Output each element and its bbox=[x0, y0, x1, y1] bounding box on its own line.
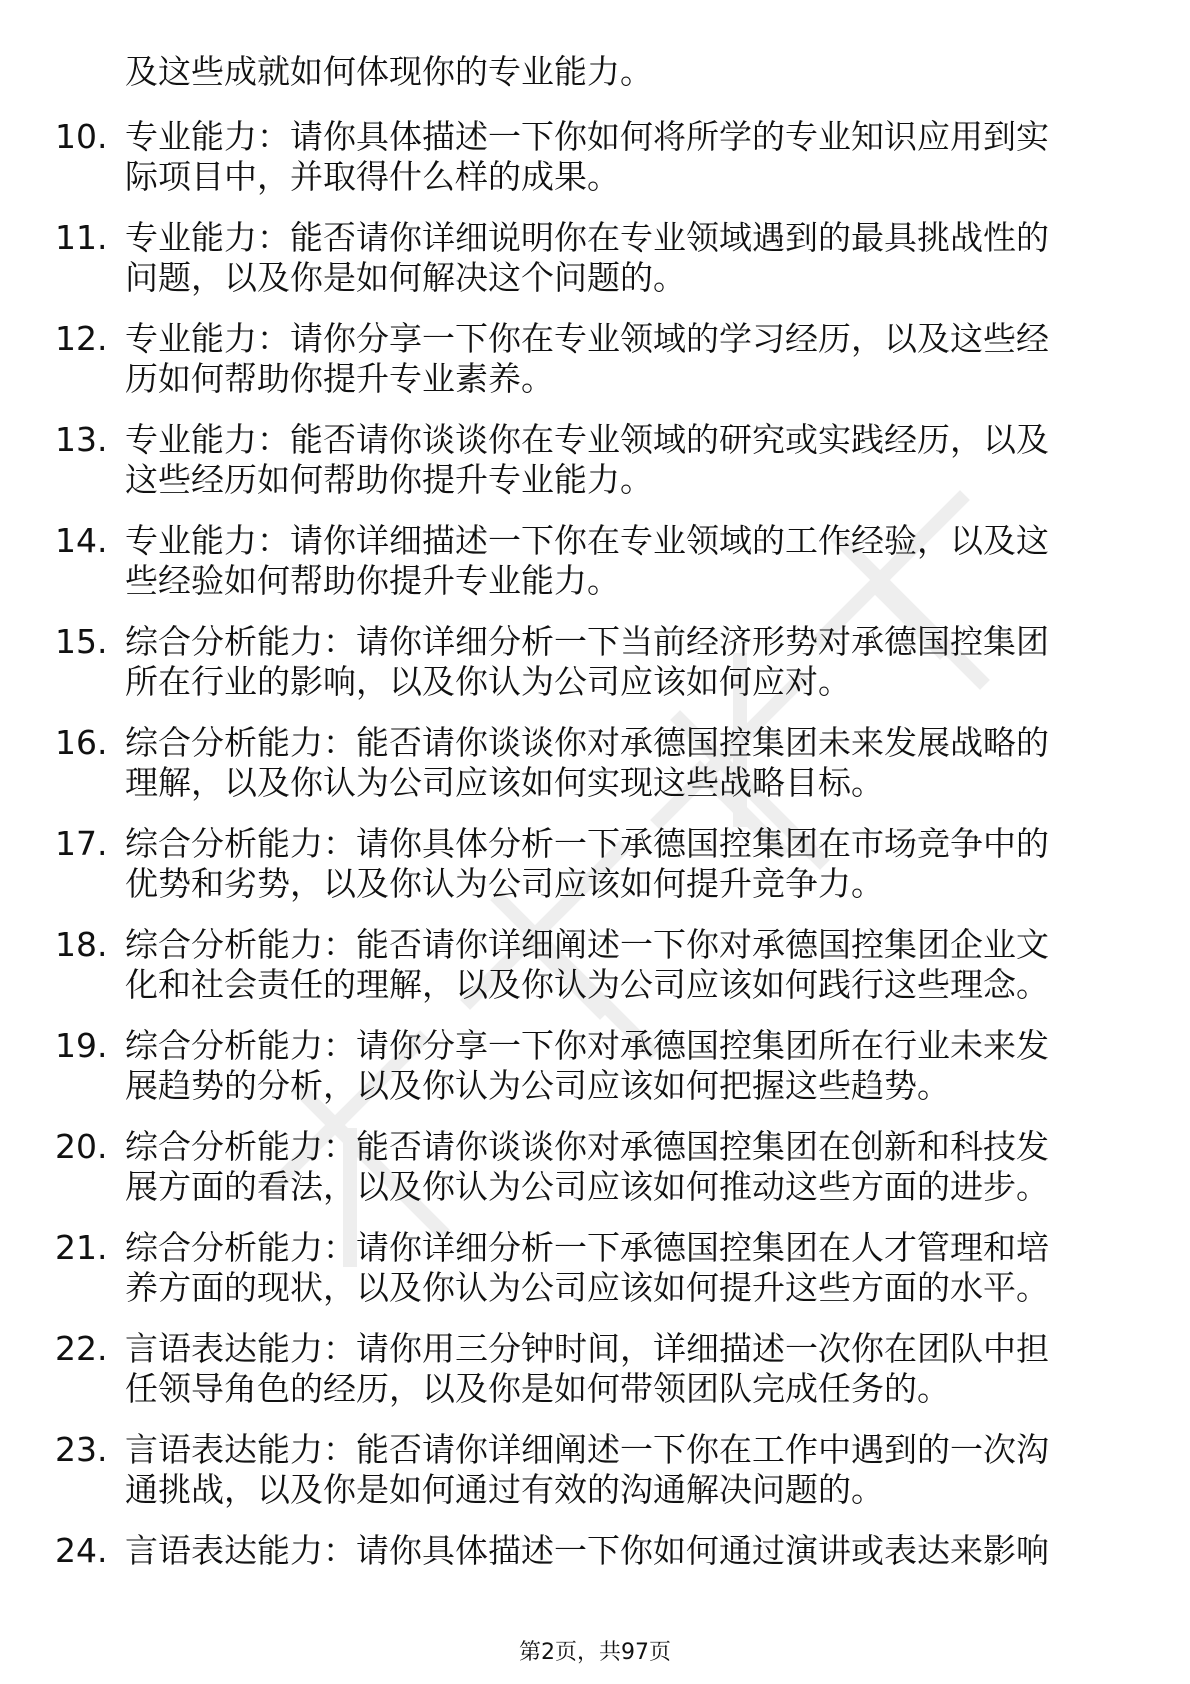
question-number: 13. bbox=[55, 420, 108, 459]
question-item bbox=[0, 319, 1190, 420]
question-text bbox=[125, 420, 1115, 500]
question-line: 专业能力：请你具体描述一下你如何将所学的专业知识应用到实 bbox=[125, 117, 1049, 156]
continuation-text: 及这些成就如何体现你的专业能力。 bbox=[125, 52, 653, 91]
question-number: 23. bbox=[55, 1430, 108, 1469]
question-line: 专业能力：能否请你谈谈你在专业领域的研究或实践经历，以及 bbox=[125, 420, 1049, 459]
question-text bbox=[125, 117, 1115, 197]
question-text bbox=[125, 622, 1115, 702]
question-line: 所在行业的影响，以及你认为公司应该如何应对。 bbox=[125, 662, 851, 701]
question-text bbox=[125, 1430, 1115, 1510]
question-item bbox=[0, 420, 1190, 521]
question-text bbox=[125, 1228, 1115, 1308]
question-line: 综合分析能力：请你分享一下你对承德国控集团所在行业未来发 bbox=[125, 1026, 1049, 1065]
question-line: 这些经历如何帮助你提升专业能力。 bbox=[125, 460, 653, 499]
question-line: 专业能力：请你详细描述一下你在专业领域的工作经验，以及这 bbox=[125, 521, 1049, 560]
question-text bbox=[125, 1026, 1115, 1106]
question-number: 22. bbox=[55, 1329, 108, 1368]
question-text bbox=[125, 1531, 1115, 1571]
question-text bbox=[125, 521, 1115, 601]
question-number: 20. bbox=[55, 1127, 108, 1166]
question-line: 些经验如何帮助你提升专业能力。 bbox=[125, 561, 620, 600]
question-number: 24. bbox=[55, 1531, 108, 1570]
question-list bbox=[0, 117, 1190, 1632]
question-item bbox=[0, 1430, 1190, 1531]
question-line: 际项目中，并取得什么样的成果。 bbox=[125, 157, 620, 196]
question-item bbox=[0, 1026, 1190, 1127]
question-item bbox=[0, 1228, 1190, 1329]
question-item bbox=[0, 925, 1190, 1026]
question-line: 综合分析能力：能否请你谈谈你对承德国控集团在创新和科技发 bbox=[125, 1127, 1049, 1166]
question-item bbox=[0, 1329, 1190, 1430]
question-line: 优势和劣势，以及你认为公司应该如何提升竞争力。 bbox=[125, 864, 884, 903]
question-number: 10. bbox=[55, 117, 108, 156]
question-item bbox=[0, 1531, 1190, 1632]
question-item bbox=[0, 521, 1190, 622]
question-line: 言语表达能力：能否请你详细阐述一下你在工作中遇到的一次沟 bbox=[125, 1430, 1049, 1469]
question-line: 综合分析能力：请你详细分析一下承德国控集团在人才管理和培 bbox=[125, 1228, 1049, 1267]
question-text bbox=[125, 723, 1115, 803]
question-line: 养方面的现状，以及你认为公司应该如何提升这些方面的水平。 bbox=[125, 1268, 1049, 1307]
question-line: 理解，以及你认为公司应该如何实现这些战略目标。 bbox=[125, 763, 884, 802]
page-footer: 第2页，共97页 bbox=[519, 1640, 671, 1665]
question-number: 14. bbox=[55, 521, 108, 560]
question-line: 综合分析能力：能否请你谈谈你对承德国控集团未来发展战略的 bbox=[125, 723, 1049, 762]
question-number: 21. bbox=[55, 1228, 108, 1267]
question-item bbox=[0, 1127, 1190, 1228]
question-line: 展方面的看法，以及你认为公司应该如何推动这些方面的进步。 bbox=[125, 1167, 1049, 1206]
question-item bbox=[0, 218, 1190, 319]
question-text bbox=[125, 925, 1115, 1005]
question-item bbox=[0, 117, 1190, 218]
question-line: 言语表达能力：请你具体描述一下你如何通过演讲或表达来影响 bbox=[125, 1531, 1049, 1570]
question-number: 15. bbox=[55, 622, 108, 661]
question-text bbox=[125, 824, 1115, 904]
question-number: 18. bbox=[55, 925, 108, 964]
question-line: 历如何帮助你提升专业素养。 bbox=[125, 359, 554, 398]
question-line: 言语表达能力：请你用三分钟时间，详细描述一次你在团队中担 bbox=[125, 1329, 1049, 1368]
question-text bbox=[125, 1127, 1115, 1207]
question-line: 任领导角色的经历，以及你是如何带领团队完成任务的。 bbox=[125, 1369, 950, 1408]
question-line: 展趋势的分析，以及你认为公司应该如何把握这些趋势。 bbox=[125, 1066, 950, 1105]
question-number: 11. bbox=[55, 218, 108, 257]
question-text bbox=[125, 319, 1115, 399]
question-line: 综合分析能力：请你详细分析一下当前经济形势对承德国控集团 bbox=[125, 622, 1049, 661]
question-number: 19. bbox=[55, 1026, 108, 1065]
question-number: 12. bbox=[55, 319, 108, 358]
question-number: 17. bbox=[55, 824, 108, 863]
question-text bbox=[125, 1329, 1115, 1409]
question-number: 16. bbox=[55, 723, 108, 762]
question-line: 综合分析能力：能否请你详细阐述一下你对承德国控集团企业文 bbox=[125, 925, 1049, 964]
question-item bbox=[0, 824, 1190, 925]
question-item bbox=[0, 622, 1190, 723]
question-line: 通挑战，以及你是如何通过有效的沟通解决问题的。 bbox=[125, 1470, 884, 1509]
question-line: 化和社会责任的理解，以及你认为公司应该如何践行这些理念。 bbox=[125, 965, 1049, 1004]
question-text bbox=[125, 218, 1115, 298]
question-line: 综合分析能力：请你具体分析一下承德国控集团在市场竞争中的 bbox=[125, 824, 1049, 863]
question-line: 问题，以及你是如何解决这个问题的。 bbox=[125, 258, 686, 297]
question-line: 专业能力：请你分享一下你在专业领域的学习经历，以及这些经 bbox=[125, 319, 1049, 358]
question-item bbox=[0, 723, 1190, 824]
question-line: 专业能力：能否请你详细说明你在专业领域遇到的最具挑战性的 bbox=[125, 218, 1049, 257]
